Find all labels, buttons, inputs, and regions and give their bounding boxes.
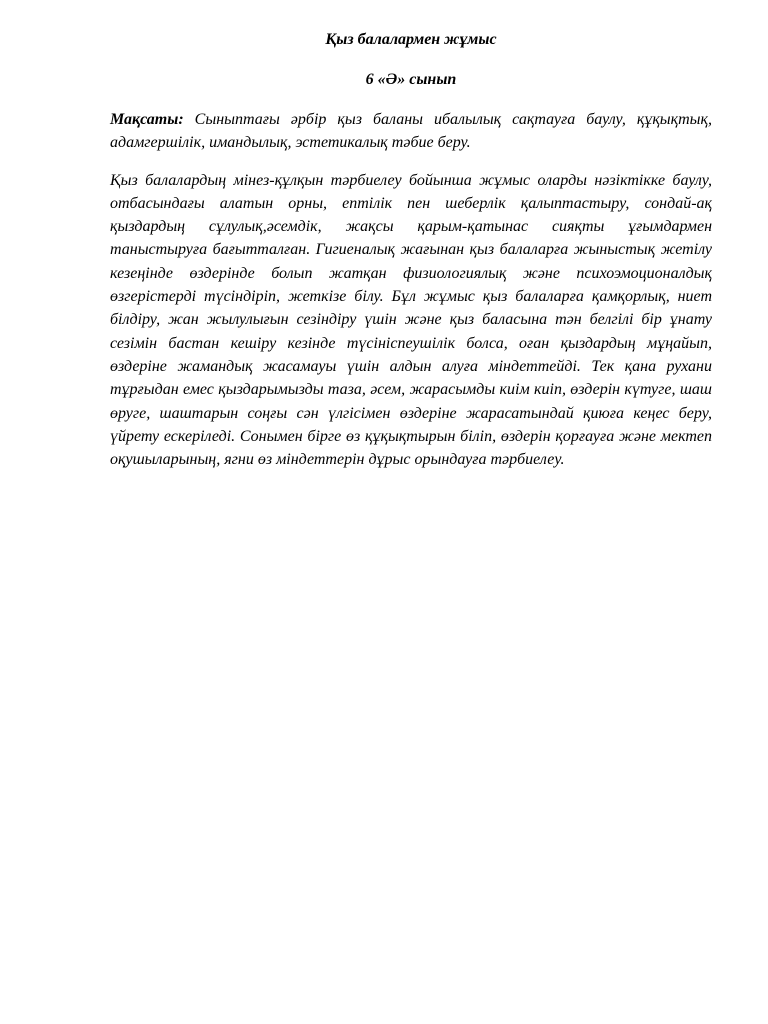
goal-paragraph bbox=[110, 108, 712, 155]
document-title: Қыз балалармен жұмыс bbox=[325, 31, 497, 48]
goal-text: Сыныптағы әрбір қыз баланы ибалылық сақтауға баулу, құқықтық, адамгершілік, имандылық, эстетикалық тәбие беру. bbox=[110, 111, 712, 152]
document-content bbox=[110, 28, 712, 471]
document-subtitle: 6 «Ә» сынып bbox=[365, 71, 457, 88]
goal-label: Мақсаты: bbox=[110, 111, 184, 128]
body-paragraph: Қыз балалардың мінез-құлқын тәрбиелеу бойынша жұмыс оларды нәзіктікке баулу, отбасындағы алатын орны, ептілік пен шеберлік қалыптастыру, сондай-ақ қыздардың сұлулық,әсемдік, жақсы қарым-қатынас сияқты ұғымдармен таныстыруға бағытталған. Гигиеналық жағынан қыз балаларға жыныстық жетілу кезеңінде өздерінде болып жатқан физиологиялық және психоэмоционалдық өзгерістерді түсіндіріп, жеткізе білу. Бұл жұмыс қыз балаларға қамқорлық, ниет білдіру, жан жылулығын сезіндіру үшін және қыз баласына тән белгілі бір ұнату сезімін бастан кешіру кезінде түсініспеушілік болса, оған қыздардың мұңайып, өздеріне жамандық жасамауы үшін алдын алуға міндеттейді. Тек қана рухани тұрғыдан емес қыздарымызды таза, әсем, жарасымды киім киіп, өздерін күтуге, шаш өруге, шаштарын соңғы сән үлгісімен өздеріне жарасатындай қиюға кеңес беру, үйрету ескеріледі. Сонымен бірге өз құқықтырын біліп, өздерін қорғауға және мектеп оқушыларының, ягни өз міндеттерін дұрыс орындауға тәрбиелеу. bbox=[110, 171, 712, 469]
